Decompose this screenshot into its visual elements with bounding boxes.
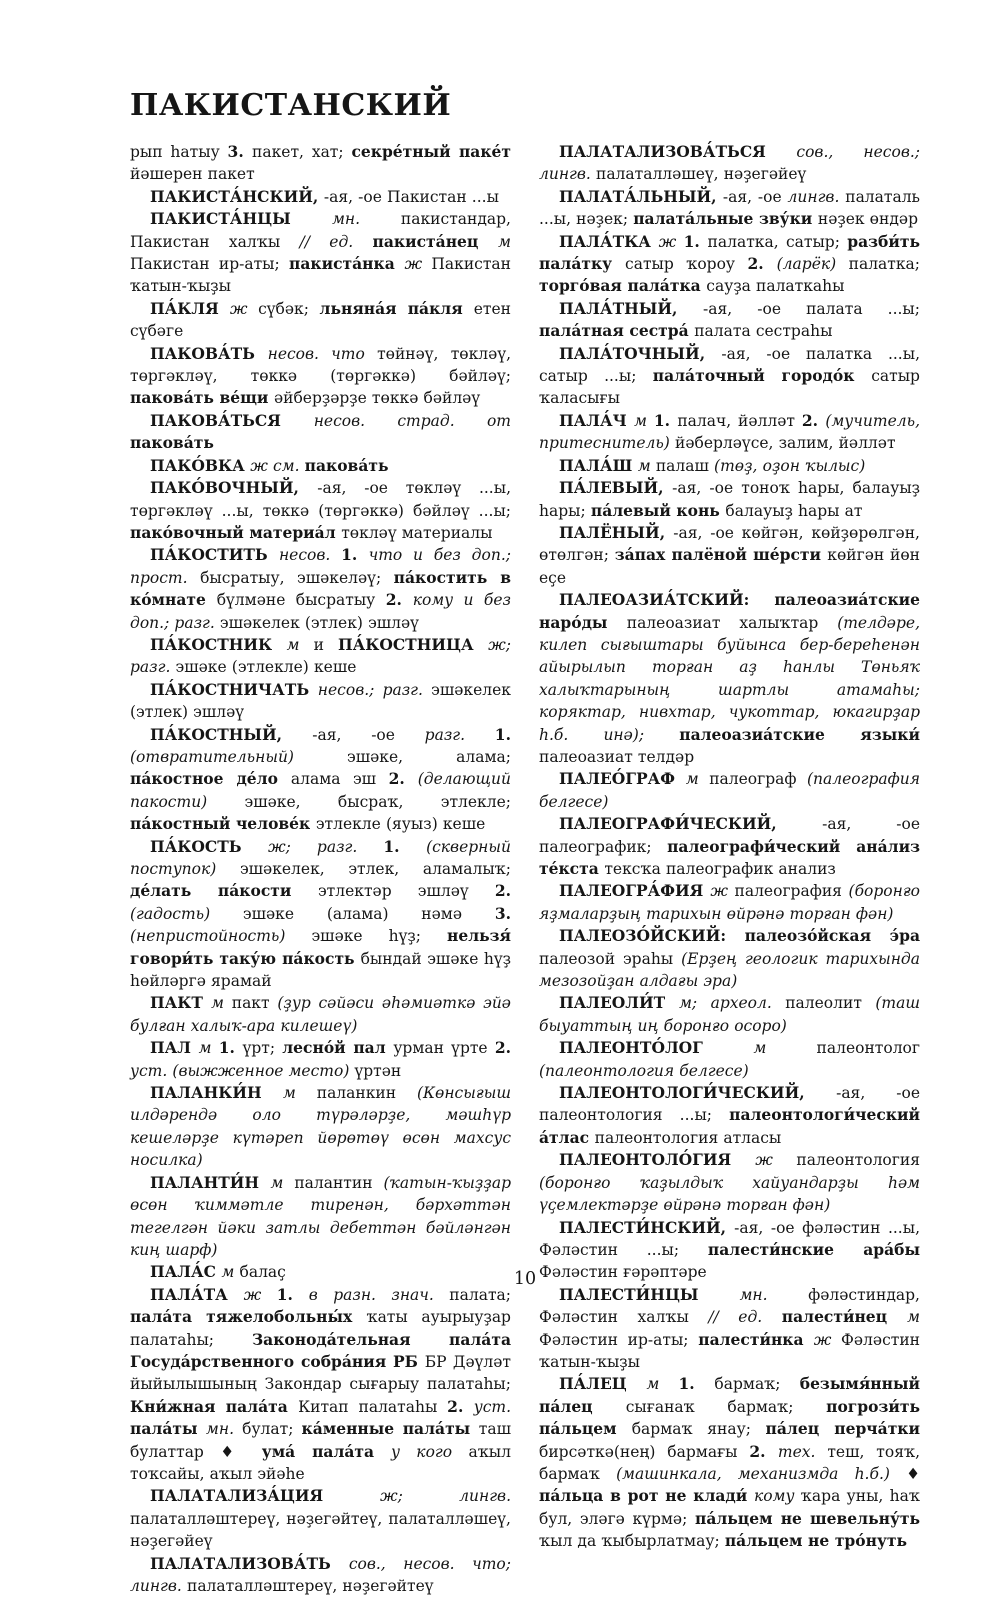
entry-text-run: палеозой эраһы xyxy=(539,949,682,968)
entry-text-run: эшәкелек, этлек, аламалыҡ; xyxy=(239,860,511,878)
dictionary-entry xyxy=(130,343,511,410)
dictionary-entry xyxy=(130,634,511,679)
entry-text-run: пала́та тяжелобольны́х xyxy=(130,1307,367,1327)
entry-text-run: лингв. xyxy=(787,187,846,206)
entry-text-run: ПАКИСТА́НСКИЙ, xyxy=(150,186,324,206)
entry-text-run: палеографи́ческий ана́лиз те́кста xyxy=(539,836,920,878)
dictionary-entry xyxy=(130,544,511,634)
entry-text-run: па́льцем не шевельну́ть xyxy=(694,1508,920,1528)
entry-text-run: па́костить в ко́мнате xyxy=(130,567,511,610)
entry-text-run: палести́нские ара́бы xyxy=(707,1239,920,1259)
dictionary-entry xyxy=(539,343,920,410)
entry-text-run: пала́ты xyxy=(130,1419,207,1439)
left-column xyxy=(130,141,511,1597)
entry-text-run: паланкин xyxy=(316,1084,417,1103)
entry-text-run: үрт; xyxy=(242,1039,283,1058)
entry-text-run: (ҙур сәйәси әһәмиәткә эйә булған халыҡ-ара килешеү) xyxy=(130,994,511,1035)
entry-text-run: несов. xyxy=(278,546,342,565)
dictionary-entry xyxy=(539,231,920,298)
entry-text-run: 1. xyxy=(653,410,678,430)
entry-text-run: ПАЛА́Ш xyxy=(559,455,638,475)
entry-text-run: 1. xyxy=(683,231,708,251)
entry-text-run: ж см. xyxy=(250,456,305,475)
entry-text-run: эшәке (алама) нәмә xyxy=(242,904,495,923)
entry-text-run: аҡыл тоҡсайы, аҡыл эйәһе xyxy=(130,1442,511,1483)
entry-text-run: пакова́ть xyxy=(304,455,389,475)
entry-text-run: мн. xyxy=(332,210,401,229)
entry-text-run: ПАЛЕОНТОЛО́ГИЯ xyxy=(559,1150,756,1170)
entry-text-run: льняна́я па́кля xyxy=(319,298,474,318)
entry-text-run: тексҡа палеографик анализ xyxy=(604,860,836,878)
entry-text-run: эшәке, бысраҡ, этлекле; xyxy=(244,792,511,811)
entry-text-run: бармаҡ янау; xyxy=(631,1420,766,1439)
entry-text-run: ҡара уны, һаҡ бул, эләгә күрмә; xyxy=(539,1487,921,1528)
dictionary-entry xyxy=(130,836,511,993)
entry-text-run: кому xyxy=(754,1487,801,1506)
entry-text-run: сүбәк; xyxy=(258,299,320,318)
entry-text-run: әйберҙәрҙе төккә бәйләү xyxy=(273,389,481,408)
entry-text-run: 2. xyxy=(385,590,413,610)
entry-text-run: ПА́КОСТНЫЙ, xyxy=(150,724,313,744)
dictionary-entry xyxy=(539,522,920,589)
dictionary-entry xyxy=(130,455,511,477)
entry-text-run: пакт xyxy=(231,994,278,1013)
entry-text-run: палеограф xyxy=(709,770,807,789)
entry-text-run: (таш быуаттың иң боронғо осоро) xyxy=(539,994,920,1035)
entry-text-run: (мучитель, притеснитель) xyxy=(539,411,921,453)
entry-text-run: (машинкала, механизмда һ.б.) xyxy=(616,1464,907,1483)
entry-text-run: ПАЛЕОЛИ́Т xyxy=(559,993,680,1013)
entry-text-run: 2. xyxy=(747,254,777,274)
dictionary-entry xyxy=(539,298,920,343)
entry-text-run: Фәләстин ир-аты; xyxy=(539,1330,699,1349)
entry-text-run: йәшерен пакет xyxy=(130,165,255,184)
entry-text-run: кому и без доп.; разг. xyxy=(130,591,511,632)
entry-text-run: пала́тная сестра́ xyxy=(539,321,695,341)
entry-text-run: 2. xyxy=(494,881,511,901)
entry-text-run: үртән xyxy=(354,1061,402,1080)
entry-text-run: сов., несов.; лингв. xyxy=(539,143,920,184)
entry-text-run: (боронғо ҡаҙылдыҡ хайуандарҙы һәм үҫемлектәрҙе өйрәнә торған фән) xyxy=(539,1173,920,1215)
entry-text-run: мн. xyxy=(206,1420,243,1439)
entry-text-run: 2. xyxy=(388,769,418,789)
entry-text-run: -ая, -ое xyxy=(722,187,788,206)
entry-text-run: ПАКИСТА́НЦЫ xyxy=(150,209,333,229)
entry-text-run: палата сестраһы xyxy=(694,322,833,341)
entry-text-run: -ая, -ое палатка ...ы, сатыр ...ы; xyxy=(539,344,920,386)
entry-text-run: м xyxy=(221,1263,240,1282)
entry-text-run: балауыҙ һары ат xyxy=(725,501,863,520)
entry-text-run: ПАЛЕОЗО́ЙСКИЙ: палеозо́йская э́ра xyxy=(559,926,920,946)
entry-text-run: пала́точный городо́к xyxy=(652,366,872,386)
entry-text-run: палаталләштереү, нәҙегәйтеү xyxy=(186,1577,434,1595)
entry-text-run: (ларёк) xyxy=(776,255,849,274)
entry-text-run: (гадость) xyxy=(130,904,243,923)
entry-text-run: м xyxy=(685,770,710,789)
entry-text-run: м xyxy=(637,456,656,475)
dictionary-entry xyxy=(539,1284,920,1374)
entry-text-run: көйгән йөн еҫе xyxy=(539,546,920,587)
entry-text-run: ПАЛАНКИ́Н xyxy=(150,1083,283,1103)
entry-text-run: этлектәр эшләү xyxy=(318,882,495,901)
entry-text-run: (телдәре, килеп сығыштары буйынса бер-береһенән айырылып торған аҙ һанлы Төньяҡ халыҡтарының шартлы атамаһы; коряктар, нивхтар, чукоттар, юкагирҙар һ.б. инә); xyxy=(539,613,920,744)
dictionary-entry xyxy=(539,813,920,880)
entry-text-run: ПАЛЕО́ГРАФ xyxy=(559,769,686,789)
entry-text-run: за́пах палёной ше́рсти xyxy=(614,545,828,565)
entry-text-run: ПА́КОСТНИЧАТЬ xyxy=(150,679,318,699)
entry-text-run: палеоазиат телдәр xyxy=(539,747,695,766)
entry-text-run: ПАЛАТА́ЛЬНЫЙ, xyxy=(559,186,723,206)
entry-text-run: 1. xyxy=(341,545,369,565)
dictionary-entry xyxy=(130,1172,511,1262)
entry-text-run: 1. xyxy=(218,1038,243,1058)
entry-text-run: палаталләштереү, нәҙегәйтеү, палаталләшеү, нәҙегәйеү xyxy=(130,1509,511,1551)
entry-text-run: палаш xyxy=(655,456,715,475)
entry-text-run: тех. xyxy=(777,1442,828,1461)
entry-text-run: палеография xyxy=(734,882,849,901)
entry-text-run: Фәләстин ҡатын-ҡыҙы xyxy=(539,1330,920,1371)
entry-text-run: 1. xyxy=(383,836,427,856)
entry-text-run: ПА́КОСТИТЬ xyxy=(150,545,279,565)
entry-text-run: несов. что xyxy=(267,344,378,363)
entry-text-run: палата; xyxy=(449,1285,511,1304)
dictionary-entry xyxy=(130,1553,511,1597)
entry-text-run: палеоазиа́тские наро́ды xyxy=(539,590,920,632)
dictionary-entry xyxy=(539,455,920,477)
dictionary-entry xyxy=(539,1149,920,1216)
entry-text-run: м xyxy=(286,635,314,654)
dictionary-entry xyxy=(130,141,511,186)
entry-text-run: палатка, сатыр; xyxy=(707,232,848,251)
entry-text-run: (непристойность) xyxy=(130,927,312,946)
entry-text-run: сығанаҡ бармаҡ; xyxy=(625,1397,827,1416)
entry-text-run: ПАЛА́ТА xyxy=(150,1284,244,1304)
entry-text-run: ж; лингв. xyxy=(380,1487,512,1506)
entry-text-run: ПА́КОСТЬ xyxy=(150,836,269,856)
entry-text-run: палаталләшеү, нәҙегәйеү xyxy=(595,165,807,184)
entry-text-run: па́лец перча́тки xyxy=(765,1419,920,1439)
entry-text-run: палеонтолог xyxy=(816,1039,920,1058)
entry-text-run: Пакистан ҡатын-ҡыҙы xyxy=(130,255,511,296)
entry-text-run: (ҡатын-ҡыҙҙар өсөн ҡиммәтле тиренән, бәрхәттән тегелгән йәки затлы дебеттән бәйләнгән киң шарф) xyxy=(130,1173,511,1259)
entry-text-run: йәберләүсе, залим, йәлләт xyxy=(674,434,896,453)
entry-text-run: ПАЛАТАЛИЗОВА́ТЬСЯ xyxy=(559,142,797,161)
entry-text-run: ПАЛА́ТОЧНЫЙ, xyxy=(559,343,722,363)
entry-text-run: м xyxy=(270,1173,295,1192)
entry-text-run: ПА́КОСТНИЦА xyxy=(337,634,489,654)
entry-text-run: сатыр ҡороу xyxy=(625,255,748,274)
entry-text-run: фәләстиндар, Фәләстин халҡы xyxy=(539,1285,920,1327)
entry-text-run: ПАЛЕОНТО́ЛОГ xyxy=(559,1038,754,1058)
entry-text-run: сов., несов. что; лингв. xyxy=(130,1554,511,1595)
entry-text-run: м xyxy=(198,1039,219,1058)
entry-text-run: ПАЛАНТИ́Н xyxy=(150,1172,271,1192)
entry-text-run: (төҙ, оҙон ҡылыс) xyxy=(714,456,866,475)
entry-text-run: ПАЛА́ТНЫЙ, xyxy=(559,298,703,318)
entry-text-run: палести́нка xyxy=(698,1329,814,1349)
entry-text-run: палеоазиат халыҡтар xyxy=(626,613,838,632)
entry-text-run: ПАЛА́ТКА xyxy=(559,231,659,251)
entry-text-run: (отвратительный) xyxy=(130,747,348,766)
entry-text-run: м xyxy=(498,232,511,251)
entry-text-run: // ед. xyxy=(708,1308,782,1327)
entry-text-run: палести́нец xyxy=(781,1307,908,1327)
dictionary-entry xyxy=(130,992,511,1037)
dictionary-entry xyxy=(130,298,511,343)
entry-text-run: палеонтологи́ческий а́тлас xyxy=(539,1105,920,1147)
entry-text-run: ПАЛАТАЛИЗА́ЦИЯ xyxy=(150,1486,380,1506)
entry-text-run: -ая, -ое xyxy=(312,725,425,744)
entry-text-run: (Көнсығыш илдәрендә оло түрәләрҙе, мәшһүр кешеләрҙе күтәреп йөрөтөү өсөн махсус носилка) xyxy=(130,1084,511,1170)
entry-text-run: погрози́ть па́льцем xyxy=(539,1396,920,1439)
entry-text-run: бармаҡ; xyxy=(714,1375,800,1394)
entry-text-run: палеонтология xyxy=(796,1151,920,1170)
entry-text-run: разг. xyxy=(424,725,495,744)
entry-text-run: м xyxy=(753,1039,817,1058)
dictionary-entry xyxy=(130,1485,511,1552)
entry-text-run: ж xyxy=(755,1151,797,1170)
dictionary-entry xyxy=(130,679,511,724)
entry-text-run: в разн. знач. xyxy=(308,1285,450,1304)
entry-text-run: па́льца в рот не клади́ xyxy=(539,1486,755,1506)
entry-text-run: ♦ xyxy=(906,1464,921,1483)
entry-text-run: бирсәткә(нең) бармағы xyxy=(539,1442,750,1461)
entry-text-run: нәҙек өндәр xyxy=(817,210,918,229)
entry-text-run: ПАЛЕОГРА́ФИЯ xyxy=(559,881,711,901)
entry-text-run: палатка; xyxy=(848,255,921,274)
entry-text-run: пакет, хат; xyxy=(252,143,352,161)
dictionary-entry xyxy=(130,1037,511,1082)
dictionary-entry xyxy=(130,1284,511,1486)
running-head: ПАКИСТАНСКИЙ xyxy=(130,88,452,123)
entry-text-run: м; археол. xyxy=(679,994,786,1013)
entry-text-run: ж xyxy=(813,1330,842,1349)
entry-text-run: палеолит xyxy=(785,994,876,1013)
entry-text-run: төкләү материалы xyxy=(341,523,493,542)
dictionary-entry xyxy=(539,186,920,231)
entry-text-run: ПА́ЛЕВЫЙ, xyxy=(559,478,673,498)
entry-text-run: и xyxy=(313,635,338,654)
entry-text-run: (боронғо яҙмаларҙың тарихын өйрәнә торған фән) xyxy=(539,882,920,923)
entry-text-run: 2. xyxy=(749,1441,778,1461)
entry-text-run: ж; разг. xyxy=(268,837,384,856)
entry-text-run: торго́вая пала́тка xyxy=(539,276,707,296)
page-number: 10 xyxy=(513,1269,537,1289)
entry-text-run: эшәкелек (этлек) эшләү xyxy=(130,680,511,722)
entry-text-run: пакиста́нка xyxy=(289,254,405,274)
dictionary-entry xyxy=(539,589,920,768)
entry-text-run: лесно́й пал xyxy=(282,1038,394,1058)
entry-text-run: ПАЛЕОГРАФИ́ЧЕСКИЙ, xyxy=(559,814,823,834)
dictionary-entry xyxy=(539,768,920,813)
entry-text-run: 3. xyxy=(227,142,253,161)
entry-text-run: (палеография белгесе) xyxy=(539,770,920,811)
entry-text-run: пакиста́нец xyxy=(372,231,499,251)
entry-text-run: па́левый конь xyxy=(590,500,726,520)
entry-text-run: ПА́КЛЯ xyxy=(150,298,230,318)
entry-text-run: Кни́жная пала́та xyxy=(130,1396,299,1416)
entry-text-run: ка́менные пала́ты xyxy=(301,1419,479,1439)
entry-text-run: ПАЛА́С xyxy=(150,1262,222,1282)
entry-text-run: -ая, -ое тоноҡ һары, балауыҙ һары; xyxy=(539,479,920,520)
entry-text-run: ПАЛЁНЫЙ, xyxy=(559,522,674,542)
entry-text-run: эшәке (этлекле) кеше xyxy=(175,658,357,677)
entry-text-run: ПАКТ xyxy=(150,993,212,1013)
entry-text-run: алама эш xyxy=(290,770,389,789)
entry-text-run: уст. (выжженное место) xyxy=(130,1061,355,1080)
entry-text-run: -ая, -ое көйгән, көйҙөрөлгән, өтөлгән; xyxy=(539,523,920,565)
entry-text-run: м xyxy=(282,1084,317,1103)
entry-text-run: ПАЛЕСТИ́НЦЫ xyxy=(559,1284,740,1304)
entry-text-run: -ая, -ое төкләү ...ы, төргәкләү ...ы, төккә (төргәккә) бәйләү ...ы; xyxy=(130,479,511,520)
entry-text-run: Фәләстин ғәрәптәре xyxy=(539,1263,707,1282)
entry-text-run: ПАКО́ВКА xyxy=(150,455,251,475)
entry-text-run: палантин xyxy=(294,1173,384,1192)
entry-text-run: у кого xyxy=(390,1442,469,1461)
entry-text-run: сатыр ҡаласығы xyxy=(539,367,920,408)
entry-text-run: несов.; разг. xyxy=(317,680,432,699)
dictionary-entry xyxy=(539,880,920,925)
dictionary-entry xyxy=(539,925,920,992)
entry-text-run: ПА́ЛЕЦ xyxy=(559,1374,647,1394)
entry-text-run: -ая, -ое палеографик; xyxy=(539,815,920,856)
entry-text-run: па́льцем не тро́нуть xyxy=(724,1531,907,1551)
entry-text-run: төйнәү, төкләү, төргәкләү, төккә (төргәккә) бәйләү; xyxy=(130,344,511,386)
entry-text-run: палата́льные зву́ки xyxy=(633,209,818,229)
entry-text-run: ж xyxy=(243,1285,277,1304)
entry-text-run: палаталь ...ы, нәҙек; xyxy=(539,187,920,229)
entry-text-run: де́лать па́кости xyxy=(130,881,318,901)
dictionary-entry xyxy=(539,410,920,455)
entry-text-run: 2. xyxy=(494,1038,511,1058)
dictionary-columns xyxy=(130,141,920,1597)
entry-text-run: ПА́КОСТНИК xyxy=(150,634,287,654)
entry-text-run: БР Дәүләт йыйылышының Закондар сығарыу палатаһы; xyxy=(130,1352,511,1394)
dictionary-entry xyxy=(130,1082,511,1172)
entry-text-run: ПАЛЕОНТОЛОГИ́ЧЕСКИЙ, xyxy=(559,1083,837,1103)
dictionary-entry xyxy=(130,477,511,544)
entry-text-run: ҡаты ауырыуҙар палатаһы; xyxy=(130,1308,511,1349)
entry-text-run: етен сүбәге xyxy=(130,299,511,341)
entry-text-run: // ед. xyxy=(299,232,373,251)
entry-text-run: сауҙа палаткаһы xyxy=(706,277,845,296)
entry-text-run: секре́тный паке́т xyxy=(351,142,511,161)
entry-text-run: 2. xyxy=(801,410,826,430)
entry-text-run: ПАЛЕОАЗИА́ТСКИЙ: xyxy=(559,590,775,610)
dictionary-entry xyxy=(539,477,920,522)
entry-text-run: ПАЛА́Ч xyxy=(559,410,635,430)
entry-text-run: рып һатыу xyxy=(130,143,228,161)
entry-text-run: палеонтология атласы xyxy=(594,1128,782,1147)
entry-text-run: палеоазиа́тские языки́ xyxy=(679,724,920,744)
entry-text-run: балаҫ xyxy=(239,1263,286,1282)
dictionary-entry xyxy=(539,141,920,186)
entry-text-run: бындай эшәке һүҙ һөйләргә ярамай xyxy=(130,949,511,991)
entry-text-run: 3. xyxy=(494,903,511,923)
entry-text-run: несов. страд. от xyxy=(313,411,511,430)
entry-text-run: ума́ пала́та xyxy=(261,1441,391,1461)
entry-text-run: уст. xyxy=(473,1397,511,1416)
entry-text-run: Китап палатаһы xyxy=(298,1397,448,1416)
entry-text-run: м xyxy=(211,994,232,1013)
entry-text-run: эшәке һүҙ; xyxy=(311,927,447,946)
entry-text-run: что и без доп.; прост. xyxy=(130,546,511,587)
entry-text-run: ПАЛАТАЛИЗОВА́ТЬ xyxy=(150,1553,349,1573)
entry-text-run: нельзя́ говори́ть таку́ю па́кость xyxy=(130,926,511,968)
entry-text-run: 1. xyxy=(276,1284,309,1304)
entry-text-run: ПАЛЕСТИ́НСКИЙ, xyxy=(559,1217,735,1237)
entry-text-run: ж xyxy=(710,882,735,901)
dictionary-entry xyxy=(539,1082,920,1149)
entry-text-run: разби́ть пала́тку xyxy=(539,231,920,274)
dictionary-entry xyxy=(130,186,511,208)
dictionary-entry xyxy=(130,208,511,298)
entry-text-run: пакова́ть xyxy=(130,433,214,453)
entry-text-run: ПАКОВА́ТЬ xyxy=(150,343,268,363)
entry-text-run: урман үрте xyxy=(393,1039,495,1058)
entry-text-run: Пакистан ир-аты; xyxy=(130,255,290,274)
entry-text-run: -ая, -ое палеонтология ...ы; xyxy=(539,1084,920,1125)
entry-text-run: 1. xyxy=(678,1374,715,1394)
entry-text-run: ПАКО́ВОЧНЫЙ, xyxy=(150,478,318,498)
entry-text-run: Законода́тельная пала́та Госуда́рственного собра́ния РБ xyxy=(130,1329,511,1371)
entry-text-run: таш булаттар ♦ xyxy=(130,1420,511,1461)
entry-text-run: бысратыу, эшәкеләү; xyxy=(200,568,394,587)
entry-text-run: ж; разг. xyxy=(130,635,511,677)
entry-text-run: ж xyxy=(658,232,684,251)
entry-text-run: мн. xyxy=(739,1285,809,1304)
dictionary-entry xyxy=(539,1373,920,1552)
entry-text-run: ПАЛ xyxy=(150,1038,199,1058)
entry-text-run: пакова́ть ве́щи xyxy=(130,388,274,408)
entry-text-run: безымя́нный па́лец xyxy=(539,1374,921,1416)
entry-text-run: м xyxy=(907,1308,920,1327)
entry-text-run: теш, тояҡ, бармаҡ xyxy=(539,1442,921,1483)
entry-text-run: эшәкелек (этлек) эшләү xyxy=(219,613,419,632)
entry-text-run: па́костное де́ло xyxy=(130,769,291,789)
entry-text-run: па́костный челове́к xyxy=(130,814,316,834)
entry-text-run: 2. xyxy=(447,1396,474,1416)
entry-text-run: ҡыл да ҡыбырлатмау; xyxy=(539,1532,725,1551)
entry-text-run: ж xyxy=(229,299,259,318)
entry-text-run: бүлмәне бысратыу xyxy=(216,591,386,610)
entry-text-run: (палеонтология белгесе) xyxy=(539,1061,749,1080)
entry-text-run: -ая, -ое фәләстин ...ы, Фәләстин ...ы; xyxy=(539,1218,921,1259)
entry-text-run: (делающий пакости) xyxy=(130,770,511,811)
entry-text-run: м xyxy=(634,411,654,430)
entry-text-run: пакистандар, Пакистан халҡы xyxy=(130,210,511,251)
entry-text-run: (скверный поступок) xyxy=(130,837,511,878)
entry-text-run: 1. xyxy=(494,724,511,744)
entry-text-run: ж xyxy=(404,255,432,274)
entry-text-run: м xyxy=(646,1375,679,1394)
entry-text-run: -ая, -ое палата ...ы; xyxy=(703,299,920,318)
dictionary-entry xyxy=(539,992,920,1037)
entry-text-run: булат; xyxy=(242,1420,302,1439)
entry-text-run: этлекле (яуыз) кеше xyxy=(315,815,486,834)
entry-text-run: -ая, -ое Пакистан ...ы xyxy=(323,187,499,206)
entry-text-run: палач, йәлләт xyxy=(677,411,802,430)
dictionary-entry xyxy=(130,724,511,836)
right-column xyxy=(539,141,920,1553)
entry-text-run: (Ерҙең геологик тарихында мезозойҙан алдағы эра) xyxy=(539,949,920,991)
dictionary-entry xyxy=(539,1037,920,1082)
entry-text-run: эшәке, алама; xyxy=(347,747,511,766)
entry-text-run: ПАКОВА́ТЬСЯ xyxy=(150,410,314,430)
entry-text-run: пако́вочный материа́л xyxy=(130,522,342,542)
dictionary-entry xyxy=(130,410,511,455)
